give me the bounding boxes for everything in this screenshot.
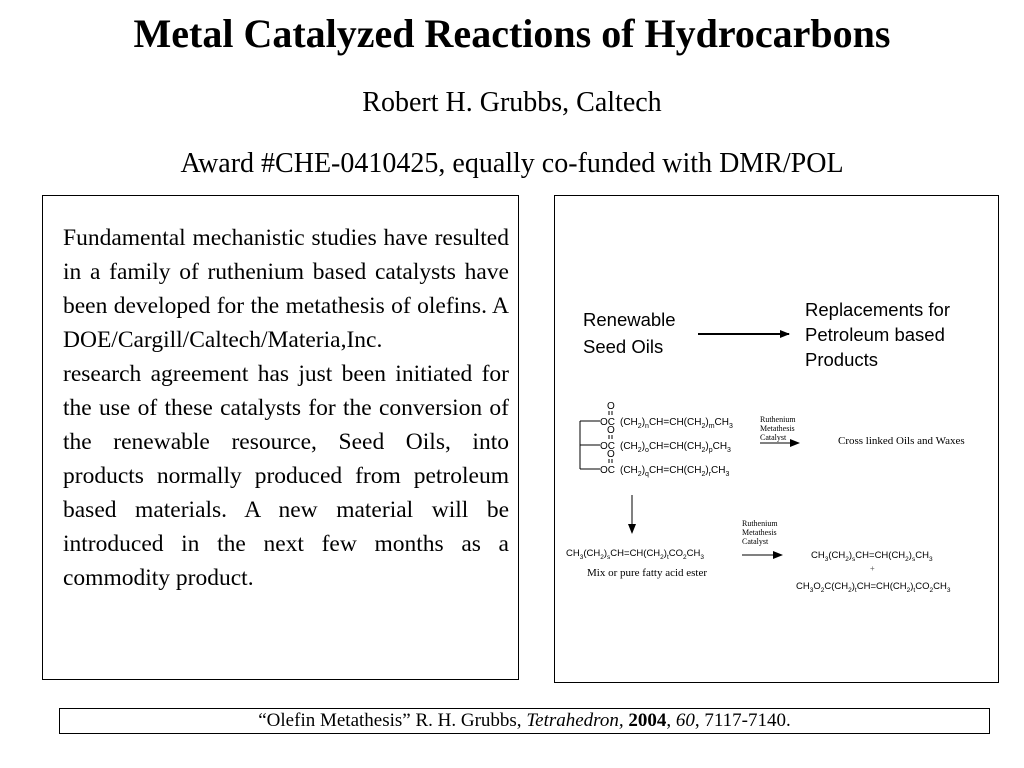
ester-caption: Mix or pure fatty acid ester bbox=[587, 567, 708, 579]
replacements-label-line2: Petroleum based bbox=[805, 324, 945, 345]
chain-1: $(CH_2)_nCH=CH(CH_2)_mCH_3$ bbox=[620, 417, 733, 430]
catalyst-2-line1: Ruthenium bbox=[742, 519, 778, 528]
catalyst-2-line2: Metathesis bbox=[742, 528, 777, 537]
cross-linked-label: Cross linked Oils and Waxes bbox=[838, 435, 965, 447]
citation-pages: , 7117-7140. bbox=[694, 710, 791, 731]
ester-oc-1: OC bbox=[600, 417, 615, 428]
replacements-label-line1: Replacements for bbox=[805, 299, 950, 320]
carbonyl-o-3: O bbox=[607, 449, 615, 460]
citation-journal: Tetrahedron, bbox=[526, 710, 624, 731]
replacements-label-line3: Products bbox=[805, 349, 879, 370]
product-1-formula: $CH_3(CH_2)_sCH=CH(CH_2)_sCH_3$ bbox=[811, 550, 933, 563]
page-title: Metal Catalyzed Reactions of Hydrocarbons bbox=[133, 11, 891, 56]
award-line: Award #CHE-0410425, equally co-funded with DMR/POL bbox=[180, 148, 844, 179]
renewable-label-line2: Seed Oils bbox=[583, 336, 664, 357]
citation-volume: 60 bbox=[675, 710, 695, 731]
ester-oc-3: OC bbox=[600, 465, 615, 476]
citation-box: “Olefin Metathesis” R. H. Grubbs, Tetrahedron, 2004, 60, 7117-7140. bbox=[59, 708, 990, 734]
summary-paragraph-2: research agreement has just been initiated for the use of these catalysts for the conversion of the renewable resource, Seed Oils, into products normally produced from petroleum based materials. A new material will be introduced in the next few months as a commodity product. bbox=[63, 361, 509, 591]
summary-paragraph-1: Fundamental mechanistic studies have resulted in a family of ruthenium based catalysts have been developed for the metathesis of olefins. A DOE/Cargill/Caltech/Materia,Inc. bbox=[63, 225, 509, 353]
catalyst-1-line1: Ruthenium bbox=[760, 415, 796, 424]
carbonyl-o-2: O bbox=[607, 425, 615, 436]
citation-year: 2004 bbox=[628, 710, 667, 731]
citation-text: “Olefin Metathesis” R. H. Grubbs, bbox=[258, 710, 527, 731]
renewable-label-line1: Renewable bbox=[583, 309, 676, 330]
chain-2: $(CH_2)_oCH=CH(CH_2)_pCH_3$ bbox=[620, 441, 731, 454]
catalyst-1-line2: Metathesis bbox=[760, 424, 795, 433]
catalyst-1-line3: Catalyst bbox=[760, 433, 787, 442]
carbonyl-o-1: O bbox=[607, 401, 615, 412]
plus-sign: + bbox=[870, 564, 875, 573]
chain-3: $(CH_2)_qCH=CH(CH_2)_rCH_3$ bbox=[620, 465, 730, 478]
catalyst-2-line3: Catalyst bbox=[742, 537, 769, 546]
author-line: Robert H. Grubbs, Caltech bbox=[362, 87, 662, 118]
ester-oc-2: OC bbox=[600, 441, 615, 452]
fatty-ester-formula: $CH_3(CH_2)_sCH=CH(CH_2)_tCO_2CH_3$ bbox=[566, 548, 705, 561]
product-2-formula: $CH_3O_2C(CH_2)_tCH=CH(CH_2)_tCO_2CH_3$ bbox=[796, 581, 951, 594]
